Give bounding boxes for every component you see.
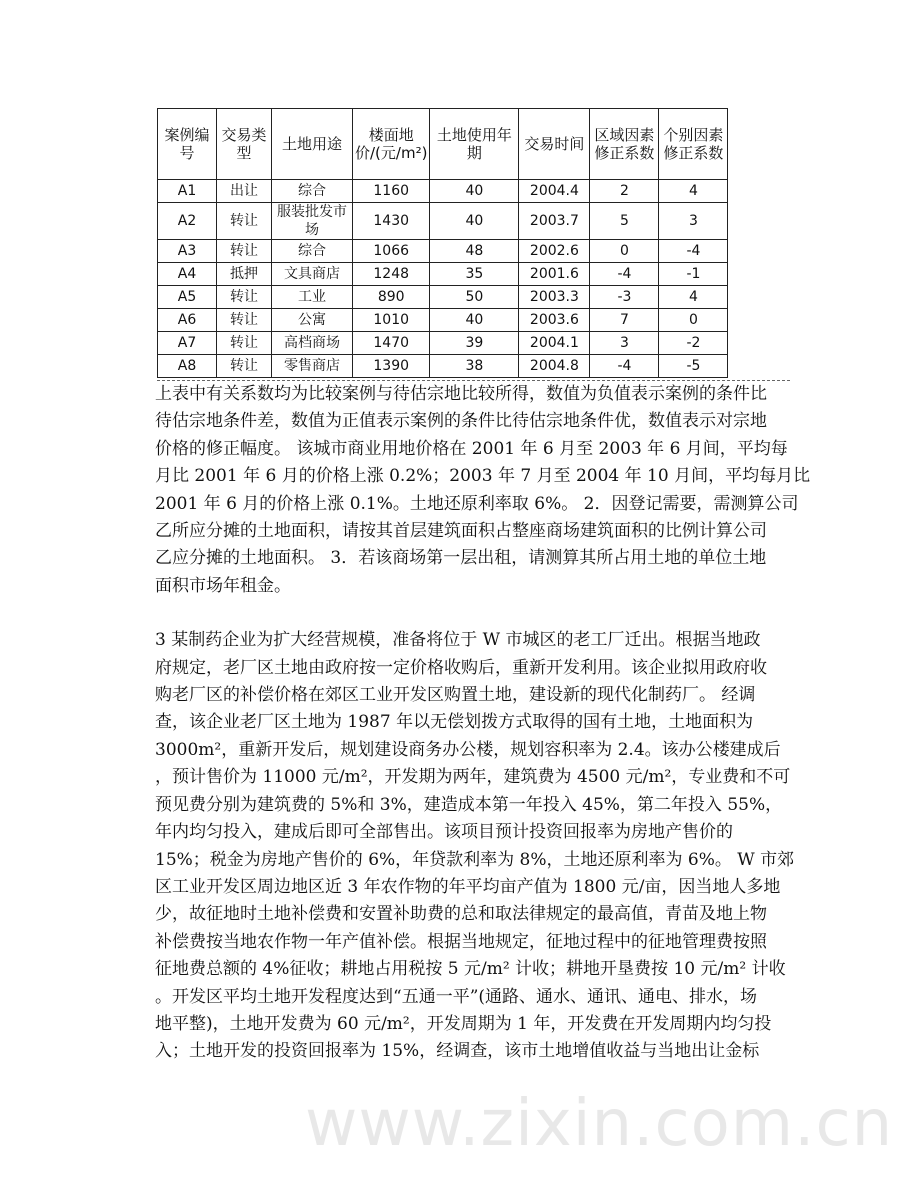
text-line: 购老厂区的补偿价格在郊区工业开发区购置土地，建设新的现代化制药厂。 经调 bbox=[155, 685, 756, 706]
text-line: 3 某制药企业为扩大经营规模，准备将位于 W 市城区的老工厂迁出。根据当地政 bbox=[155, 630, 761, 651]
comparison-cases-table bbox=[157, 108, 728, 378]
table-cell: 890 bbox=[353, 286, 430, 309]
header-case-id: 案例编号 bbox=[158, 109, 217, 180]
table-cell: 1066 bbox=[353, 240, 430, 263]
table-cell: 1248 bbox=[353, 263, 430, 286]
header-land-term: 土地使用年期 bbox=[430, 109, 519, 180]
text-line: 查，该企业老厂区土地为 1987 年以无偿划拨方式取得的国有土地，土地面积为 bbox=[155, 712, 754, 733]
table-cell: 公寓 bbox=[272, 309, 353, 332]
table-row bbox=[158, 203, 728, 240]
table-cell: 转让 bbox=[217, 355, 272, 378]
table-cell: -2 bbox=[659, 332, 728, 355]
table-cell: 2003.3 bbox=[519, 286, 590, 309]
table-cell: 7 bbox=[590, 309, 659, 332]
table-cell: 1430 bbox=[353, 203, 430, 240]
table-cell: 服装批发市场 bbox=[272, 203, 353, 240]
paragraph-2 bbox=[155, 627, 795, 1066]
table-header-row bbox=[158, 109, 728, 180]
table-cell: 抵押 bbox=[217, 263, 272, 286]
table-cell: 38 bbox=[430, 355, 519, 378]
text-line: 补偿费按当地农作物一年产值补偿。根据当地规定，征地过程中的征地管理费按照 bbox=[155, 931, 767, 952]
table-cell: 2002.6 bbox=[519, 240, 590, 263]
table-cell: 高档商场 bbox=[272, 332, 353, 355]
table-cell: 50 bbox=[430, 286, 519, 309]
text-line: 地平整)，土地开发费为 60 元/m²，开发周期为 1 年，开发费在开发周期内均匀投 bbox=[155, 1013, 772, 1034]
table-row bbox=[158, 286, 728, 309]
table-cell: 2004.4 bbox=[519, 180, 590, 203]
table-row bbox=[158, 180, 728, 203]
text-line: 入；土地开发的投资回报率为 15%，经调查，该市土地增值收益与当地出让金标 bbox=[155, 1041, 760, 1062]
table-row bbox=[158, 355, 728, 378]
text-line: 乙应分摊的土地面积。 3．若该商场第一层出租，请测算其所占用土地的单位土地 bbox=[155, 548, 767, 569]
table-cell: 0 bbox=[590, 240, 659, 263]
table-cell: 35 bbox=[430, 263, 519, 286]
table-cell: -4 bbox=[659, 240, 728, 263]
table-cell: A1 bbox=[158, 180, 217, 203]
text-line: 15%；税金为房地产售价的 6%，年贷款利率为 8%，土地还原利率为 6%。 W 市郊 bbox=[155, 849, 795, 870]
table-cell: -4 bbox=[590, 355, 659, 378]
table-cell: 1010 bbox=[353, 309, 430, 332]
table-cell: 2 bbox=[590, 180, 659, 203]
table-cell: A3 bbox=[158, 240, 217, 263]
text-line: 上表中有关系数均为比较案例与待估宗地比较所得，数值为负值表示案例的条件比 bbox=[155, 384, 767, 404]
table-cell: 2003.7 bbox=[519, 203, 590, 240]
text-line: 。开发区平均土地开发程度达到“五通一平”(通路、通水、通讯、通电、排水，场 bbox=[155, 986, 758, 1007]
table-cell: 1160 bbox=[353, 180, 430, 203]
table-row bbox=[158, 263, 728, 286]
table-cell: -3 bbox=[590, 286, 659, 309]
table-cell: A8 bbox=[158, 355, 217, 378]
table-cell: A6 bbox=[158, 309, 217, 332]
text-line: 年内均匀投入，建成后即可全部售出。该项目预计投资回报率为房地产售价的 bbox=[155, 822, 733, 843]
text-line: 少，故征地时土地补偿费和安置补助费的总和取法律规定的最高值，青苗及地上物 bbox=[155, 904, 767, 925]
text-line: 预见费分别为建筑费的 5%和 3%，建造成本第一年投入 45%，第二年投入 55%， bbox=[155, 794, 783, 815]
text-line: 价格的修正幅度。 该城市商业用地价格在 2001 年 6 月至 2003 年 6 月间，平均每 bbox=[155, 438, 788, 459]
paragraph-1 bbox=[155, 381, 811, 600]
table-cell: 综合 bbox=[272, 240, 353, 263]
text-line: 待估宗地条件差，数值为正值表示案例的条件比待估宗地条件优，数值表示对宗地 bbox=[155, 411, 767, 432]
table-cell: 文具商店 bbox=[272, 263, 353, 286]
header-transaction-date: 交易时间 bbox=[519, 109, 590, 180]
table-cell: 2004.8 bbox=[519, 355, 590, 378]
table-cell: -1 bbox=[659, 263, 728, 286]
table-cell: 零售商店 bbox=[272, 355, 353, 378]
table-cell: 4 bbox=[659, 180, 728, 203]
text-line: 面积市场年租金。 bbox=[155, 575, 291, 596]
table-cell: 1390 bbox=[353, 355, 430, 378]
text-line: 2001 年 6 月的价格上涨 0.1%。土地还原利率取 6%。 2．因登记需要，需测算公司 bbox=[155, 493, 799, 514]
table-cell: 转让 bbox=[217, 203, 272, 240]
table-cell: 2001.6 bbox=[519, 263, 590, 286]
text-line: 区工业开发区周边地区近 3 年农作物的年平均亩产值为 1800 元/亩，因当地人多地 bbox=[155, 876, 781, 897]
table-cell: 1470 bbox=[353, 332, 430, 355]
table-cell: 转让 bbox=[217, 286, 272, 309]
table-cell: 工业 bbox=[272, 286, 353, 309]
header-transaction-type: 交易类型 bbox=[217, 109, 272, 180]
table-cell: 4 bbox=[659, 286, 728, 309]
table-cell: A2 bbox=[158, 203, 217, 240]
table-cell: -5 bbox=[659, 355, 728, 378]
table-cell: A5 bbox=[158, 286, 217, 309]
table-cell: 3 bbox=[659, 203, 728, 240]
table-cell: 转让 bbox=[217, 240, 272, 263]
table-cell: 40 bbox=[430, 309, 519, 332]
table-row bbox=[158, 240, 728, 263]
table-cell: 5 bbox=[590, 203, 659, 240]
watermark: www.zixin.com.cn bbox=[305, 1086, 894, 1161]
table-cell: 39 bbox=[430, 332, 519, 355]
header-individual-factor: 个别因素修正系数 bbox=[659, 109, 728, 180]
table-cell: 48 bbox=[430, 240, 519, 263]
header-land-use: 土地用途 bbox=[272, 109, 353, 180]
text-line: 3000m²，重新开发后，规划建设商务办公楼，规划容积率为 2.4。该办公楼建成后 bbox=[155, 739, 781, 760]
text-line: 征地费总额的 4%征收；耕地占用税按 5 元/m² 计收；耕地开垦费按 10 元/m² 计收 bbox=[155, 959, 786, 980]
table-cell: 综合 bbox=[272, 180, 353, 203]
table-cell: A7 bbox=[158, 332, 217, 355]
text-line: 府规定，老厂区土地由政府按一定价格收购后，重新开发利用。该企业拟用政府收 bbox=[155, 657, 767, 678]
table-row bbox=[158, 309, 728, 332]
table-cell: -4 bbox=[590, 263, 659, 286]
table-cell: 40 bbox=[430, 203, 519, 240]
text-line: 月比 2001 年 6 月的价格上涨 0.2%；2003 年 7 月至 2004 年 10 月间，平均每月比 bbox=[155, 466, 811, 487]
header-floor-price: 楼面地价/(元/m²) bbox=[353, 109, 430, 180]
table-cell: 3 bbox=[590, 332, 659, 355]
table-cell: 2004.1 bbox=[519, 332, 590, 355]
header-regional-factor: 区域因素修正系数 bbox=[590, 109, 659, 180]
table-cell: 2003.6 bbox=[519, 309, 590, 332]
table-cell: 转让 bbox=[217, 309, 272, 332]
table-cell: 转让 bbox=[217, 332, 272, 355]
table-row bbox=[158, 332, 728, 355]
table-cell: A4 bbox=[158, 263, 217, 286]
text-line: ，预计售价为 11000 元/m²，开发期为两年，建筑费为 4500 元/m²，专业费和不可 bbox=[155, 767, 791, 788]
table-cell: 0 bbox=[659, 309, 728, 332]
table-cell: 出让 bbox=[217, 180, 272, 203]
table-cell: 40 bbox=[430, 180, 519, 203]
text-line: 乙所应分摊的土地面积，请按其首层建筑面积占整座商场建筑面积的比例计算公司 bbox=[155, 521, 767, 542]
